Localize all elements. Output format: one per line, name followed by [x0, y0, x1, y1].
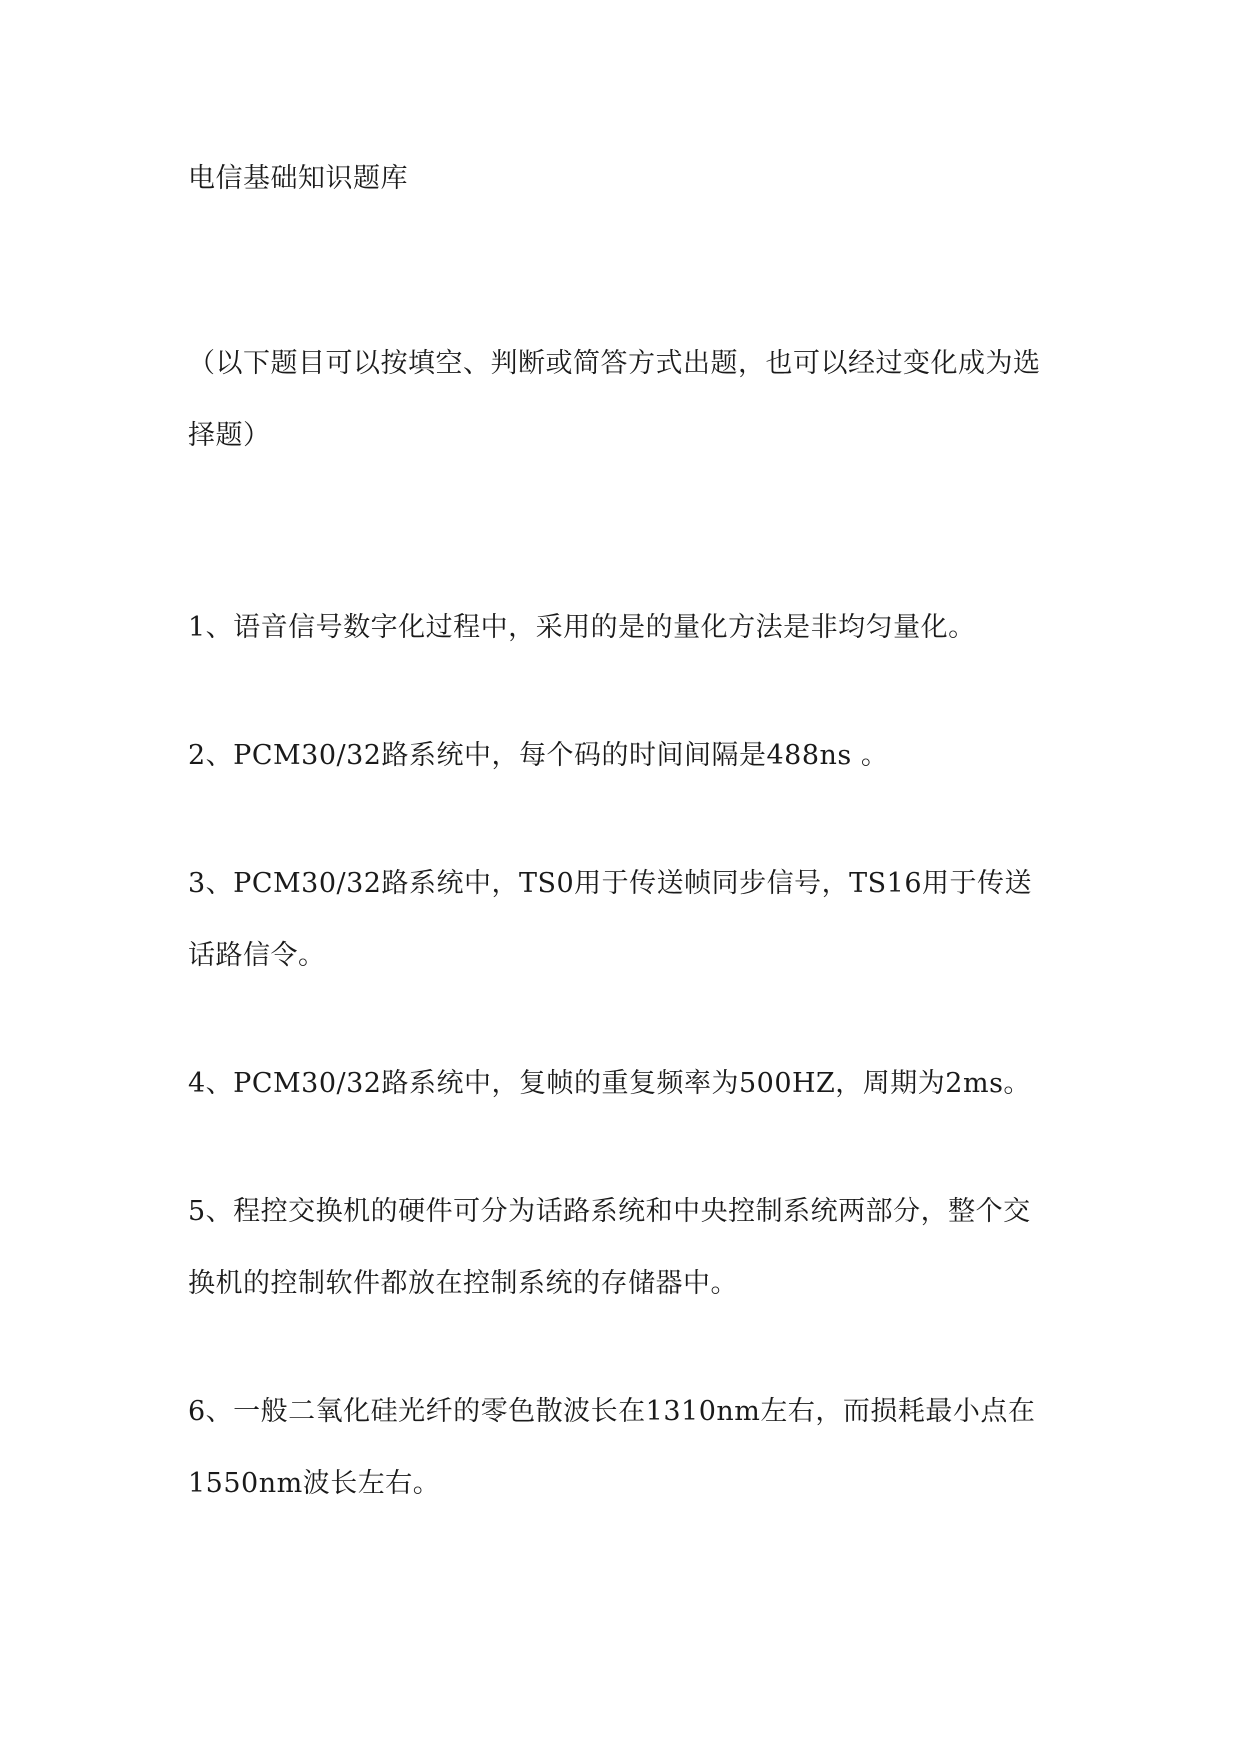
document-body — [188, 150, 1058, 1576]
question-item-1: 1、语音信号数字化过程中，采用的是的量化方法是非均匀量化。 — [188, 612, 976, 643]
question-item-3: 3、PCM30/32路系统中，TS0用于传送帧同步信号，TS16用于传送话路信令。 — [188, 868, 1033, 971]
question-item-6: 6、一般二氧化硅光纤的零色散波长在1310nm左右，而损耗最小点在1550nm波长左右。 — [188, 1396, 1036, 1499]
question-item-2: 2、PCM30/32路系统中，每个码的时间间隔是488ns 。 — [188, 740, 889, 771]
intro-paragraph: （以下题目可以按填空、判断或简答方式出题，也可以经过变化成为选择题） — [188, 348, 1041, 451]
question-list — [188, 592, 1058, 1520]
document-title: 电信基础知识题库 — [188, 163, 408, 194]
question-item-5: 5、程控交换机的硬件可分为话路系统和中央控制系统两部分，整个交换机的控制软件都放在控制系统的存储器中。 — [188, 1196, 1031, 1299]
question-item-4: 4、PCM30/32路系统中，复帧的重复频率为500HZ，周期为2ms。 — [188, 1068, 1031, 1099]
